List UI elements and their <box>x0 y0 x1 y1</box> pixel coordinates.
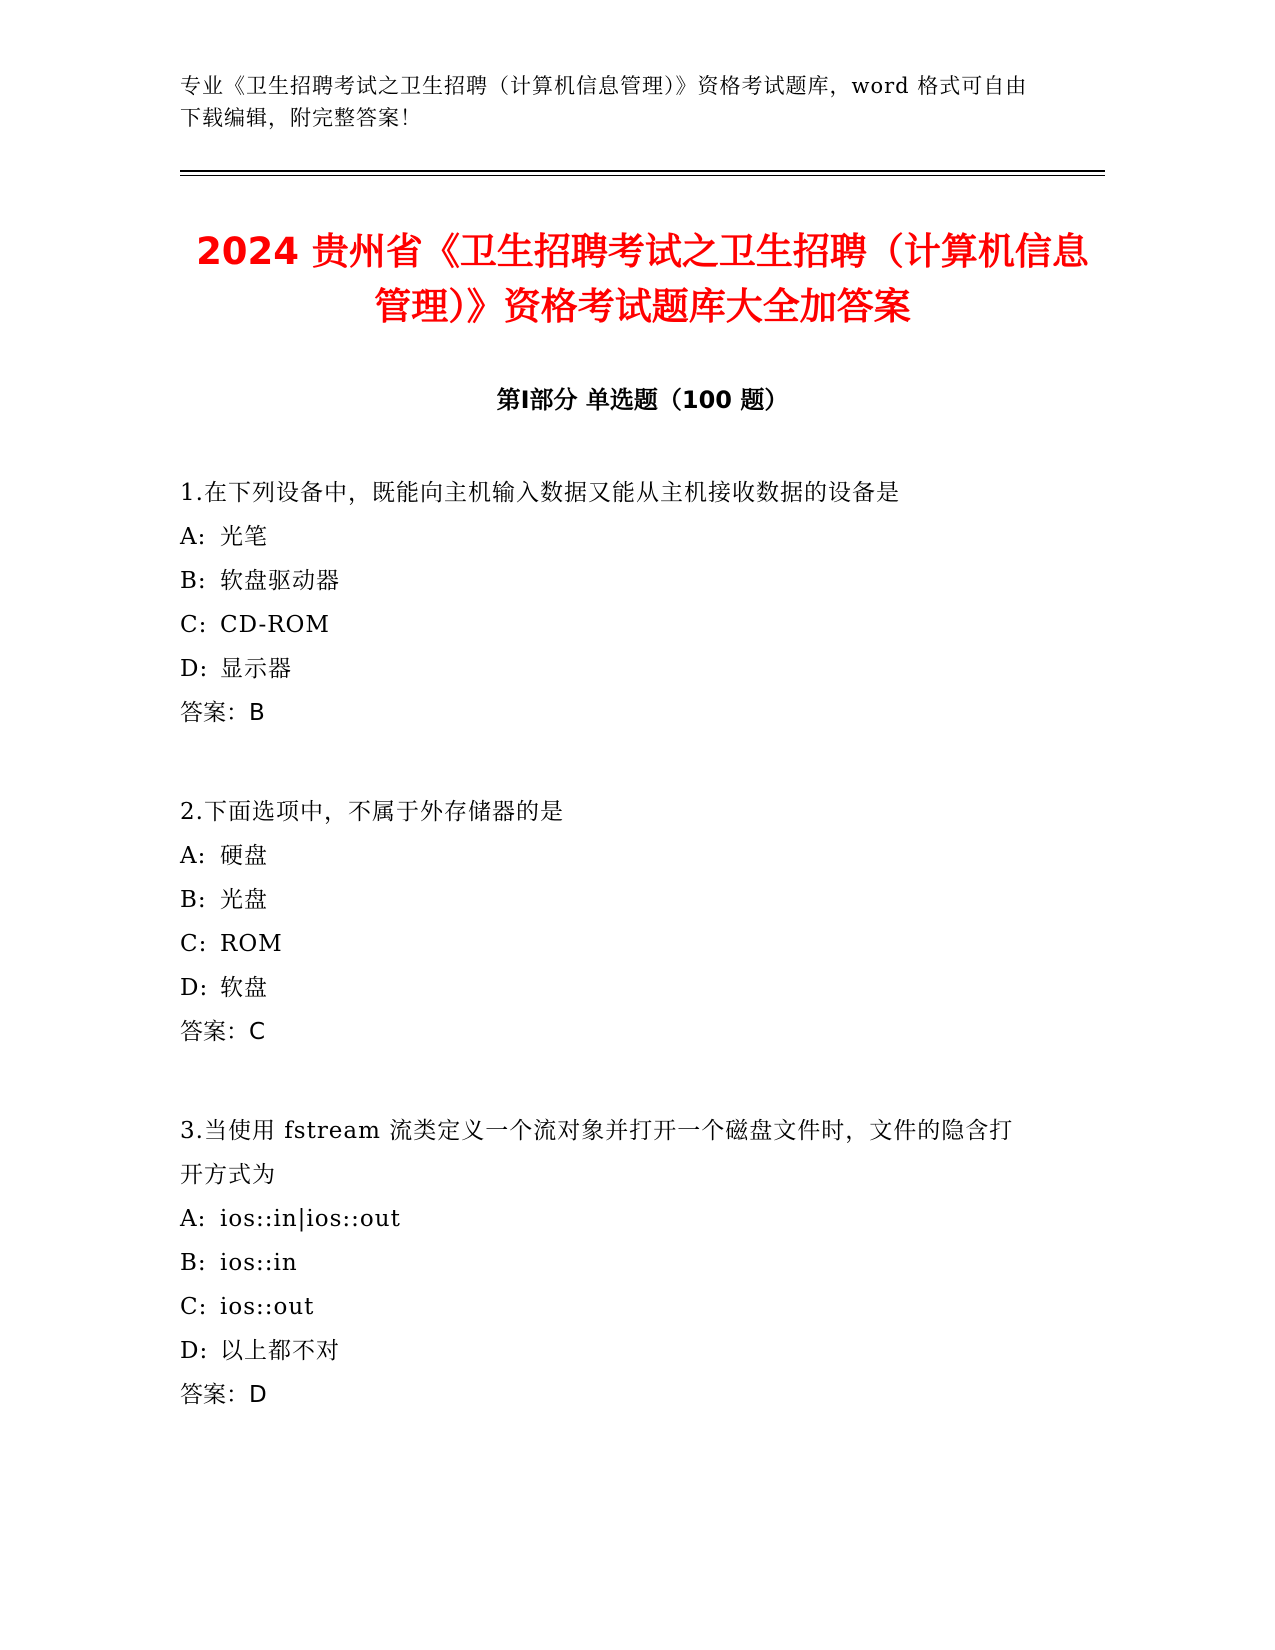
option-text: 显示器 <box>220 656 292 682</box>
option-text: CD-ROM <box>220 612 330 638</box>
option-d <box>180 647 1105 691</box>
option-letter: A: <box>180 524 207 550</box>
option-letter: D: <box>180 975 209 1001</box>
option-text: ROM <box>220 931 283 957</box>
option-b <box>180 878 1105 922</box>
section-title: 第Ⅰ部分 单选题（100 题） <box>496 386 789 414</box>
option-a <box>180 515 1105 559</box>
option-letter: B: <box>180 568 207 594</box>
option-text: ios::out <box>220 1294 315 1320</box>
question-1 <box>180 471 1105 735</box>
answer-line: 答案：D <box>180 1382 267 1408</box>
question-3 <box>180 1109 1105 1417</box>
question-stem: 3.当使用 fstream 流类定义一个流对象并打开一个磁盘文件时，文件的隐含打开方式为 <box>180 1118 1014 1188</box>
option-letter: A: <box>180 843 207 869</box>
option-b <box>180 1241 1105 1285</box>
option-a <box>180 834 1105 878</box>
option-c <box>180 1285 1105 1329</box>
option-text: 软盘驱动器 <box>220 568 340 594</box>
question-stem: 1.在下列设备中，既能向主机输入数据又能从主机接收数据的设备是 <box>180 480 900 506</box>
header-divider <box>180 170 1105 176</box>
option-letter: D: <box>180 656 209 682</box>
option-c <box>180 922 1105 966</box>
question-2 <box>180 790 1105 1054</box>
option-b <box>180 559 1105 603</box>
question-stem: 2.下面选项中，不属于外存储器的是 <box>180 799 564 825</box>
option-d <box>180 1329 1105 1373</box>
option-d <box>180 966 1105 1010</box>
option-letter: D: <box>180 1338 209 1364</box>
option-text: ios::in|ios::out <box>220 1206 401 1232</box>
option-text: 光盘 <box>220 887 268 913</box>
option-text: 硬盘 <box>220 843 268 869</box>
option-letter: B: <box>180 1250 207 1276</box>
option-text: 光笔 <box>220 524 268 550</box>
answer-line: 答案：C <box>180 1019 266 1045</box>
answer-line: 答案：B <box>180 700 265 726</box>
option-c <box>180 603 1105 647</box>
option-text: ios::in <box>220 1250 298 1276</box>
option-text: 软盘 <box>220 975 268 1001</box>
option-a <box>180 1197 1105 1241</box>
document-title: 2024 贵州省《卫生招聘考试之卫生招聘（计算机信息管理）》资格考试题库大全加答案 <box>196 230 1089 328</box>
document-page <box>180 70 1105 1417</box>
option-letter: C: <box>180 612 208 638</box>
option-letter: A: <box>180 1206 207 1232</box>
option-letter: C: <box>180 931 208 957</box>
option-text: 以上都不对 <box>220 1338 340 1364</box>
option-letter: B: <box>180 887 207 913</box>
header-note: 专业《卫生招聘考试之卫生招聘（计算机信息管理）》资格考试题库，word 格式可自由下载编辑，附完整答案！ <box>180 74 1028 130</box>
option-letter: C: <box>180 1294 208 1320</box>
